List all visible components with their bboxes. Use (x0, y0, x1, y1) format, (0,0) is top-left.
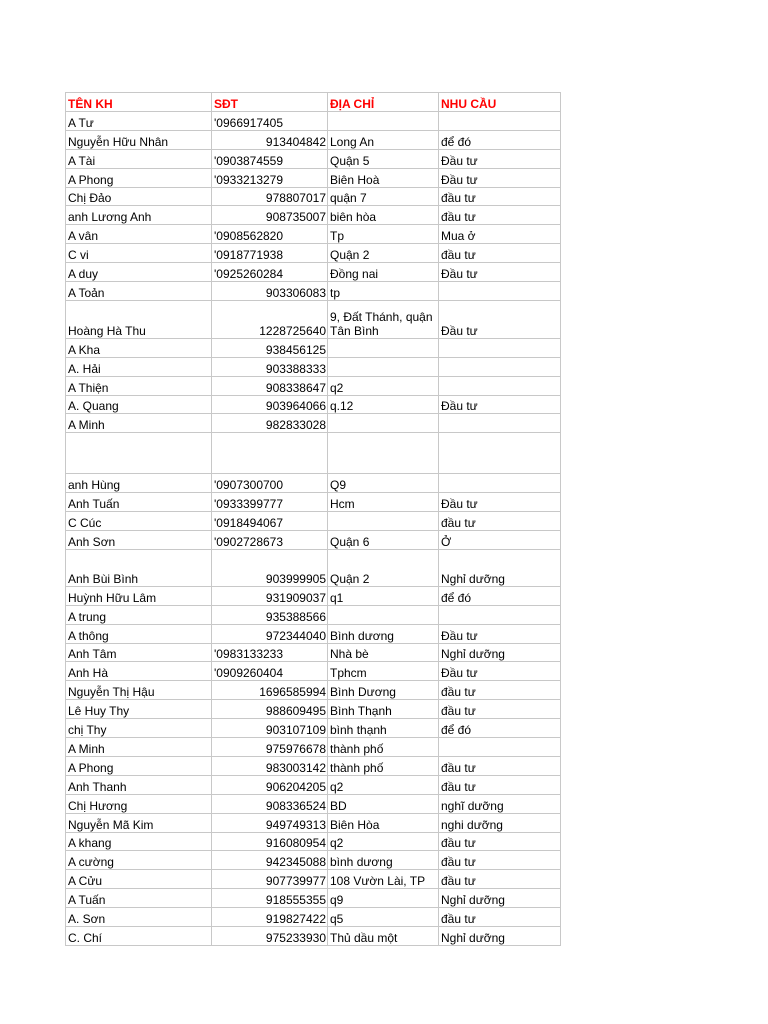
cell-name[interactable]: A Phong (66, 168, 212, 187)
cell-need[interactable]: Đầu tư (439, 168, 561, 187)
cell-address[interactable]: Long An (328, 130, 439, 149)
cell-phone[interactable]: '0918771938 (212, 244, 328, 263)
cell-need[interactable]: đầu tư (439, 908, 561, 927)
cell-phone[interactable]: 978807017 (212, 187, 328, 206)
cell-phone[interactable]: 935388566 (212, 605, 328, 624)
cell-phone[interactable]: 942345088 (212, 851, 328, 870)
table-row (66, 889, 561, 908)
cell-name[interactable]: Anh Thanh (66, 775, 212, 794)
cell-address[interactable]: thành phố (328, 738, 439, 757)
cell-address[interactable]: bình dương (328, 851, 439, 870)
cell-need[interactable]: đầu tư (439, 244, 561, 263)
cell-address[interactable]: quận 7 (328, 187, 439, 206)
cell-need[interactable]: Nghỉ dưỡng (439, 926, 561, 945)
cell-phone[interactable]: 908336524 (212, 794, 328, 813)
table-row (66, 263, 561, 282)
table-row (66, 225, 561, 244)
cell-name[interactable]: A vân (66, 225, 212, 244)
table-row (66, 149, 561, 168)
table-row (66, 662, 561, 681)
cell-address[interactable]: Q9 (328, 474, 439, 493)
table-row (66, 813, 561, 832)
cell-name[interactable]: C. Chí (66, 926, 212, 945)
table-row (66, 433, 561, 474)
cell-name[interactable]: Anh Tâm (66, 643, 212, 662)
cell-need[interactable] (439, 738, 561, 757)
cell-need[interactable]: Nghỉ dưỡng (439, 643, 561, 662)
cell-name[interactable]: A duy (66, 263, 212, 282)
cell-phone[interactable]: '0903874559 (212, 149, 328, 168)
cell-phone[interactable]: '0909260404 (212, 662, 328, 681)
table-row (66, 586, 561, 605)
cell-phone[interactable]: 919827422 (212, 908, 328, 927)
table-row (66, 624, 561, 643)
cell-need[interactable]: Đầu tư (439, 263, 561, 282)
cell-address[interactable]: Hcm (328, 493, 439, 512)
table-row (66, 700, 561, 719)
cell-address[interactable]: biên hòa (328, 206, 439, 225)
cell-name[interactable]: A Tuấn (66, 889, 212, 908)
cell-need[interactable]: Đầu tư (439, 149, 561, 168)
cell-need[interactable] (439, 605, 561, 624)
cell-address[interactable]: thành phố (328, 756, 439, 775)
cell-need[interactable]: nghi dưỡng (439, 813, 561, 832)
cell-need[interactable] (439, 357, 561, 376)
header-need[interactable]: NHU CẦU (439, 93, 561, 112)
cell-name[interactable]: A Phong (66, 756, 212, 775)
header-row (66, 93, 561, 112)
cell-address[interactable]: Quận 6 (328, 531, 439, 550)
cell-address[interactable]: Biên Hòa (328, 813, 439, 832)
table-row (66, 187, 561, 206)
cell-need[interactable]: đầu tư (439, 756, 561, 775)
table-row (66, 357, 561, 376)
table-row (66, 531, 561, 550)
header-phone[interactable]: SĐT (212, 93, 328, 112)
cell-phone[interactable]: '0933399777 (212, 493, 328, 512)
cell-name[interactable]: C vi (66, 244, 212, 263)
cell-address[interactable]: q.12 (328, 395, 439, 414)
cell-name[interactable] (66, 433, 212, 474)
cell-name[interactable]: A Minh (66, 738, 212, 757)
cell-phone[interactable]: 1228725640 (212, 300, 328, 338)
cell-phone[interactable]: 908735007 (212, 206, 328, 225)
cell-address[interactable]: Bình Dương (328, 681, 439, 700)
table-row (66, 775, 561, 794)
cell-name[interactable]: A Cửu (66, 870, 212, 889)
cell-name[interactable]: anh Lương Anh (66, 206, 212, 225)
cell-need[interactable]: đầu tư (439, 187, 561, 206)
cell-address[interactable] (328, 605, 439, 624)
cell-phone[interactable]: 903306083 (212, 282, 328, 301)
cell-address[interactable]: 9, Đất Thánh, quận Tân Bình (328, 300, 439, 338)
cell-need[interactable]: Mua ở (439, 225, 561, 244)
table-row (66, 719, 561, 738)
cell-address[interactable]: Quận 5 (328, 149, 439, 168)
table-row (66, 282, 561, 301)
cell-name[interactable]: A thông (66, 624, 212, 643)
cell-need[interactable] (439, 338, 561, 357)
cell-name[interactable]: Chị Đảo (66, 187, 212, 206)
customer-table (65, 92, 561, 946)
cell-name[interactable]: A. Hải (66, 357, 212, 376)
cell-phone[interactable]: 982833028 (212, 414, 328, 433)
cell-address[interactable]: 108 Vườn Lài, TP (328, 870, 439, 889)
cell-phone[interactable]: 972344040 (212, 624, 328, 643)
cell-phone[interactable]: 913404842 (212, 130, 328, 149)
cell-need[interactable] (439, 414, 561, 433)
cell-phone[interactable]: 903964066 (212, 395, 328, 414)
table-row (66, 376, 561, 395)
cell-phone[interactable]: 908338647 (212, 376, 328, 395)
cell-need[interactable]: để đó (439, 130, 561, 149)
cell-name[interactable]: Huỳnh Hữu Lâm (66, 586, 212, 605)
cell-phone[interactable]: '0907300700 (212, 474, 328, 493)
table-row (66, 549, 561, 586)
cell-need[interactable]: đầu tư (439, 700, 561, 719)
cell-phone[interactable]: 949749313 (212, 813, 328, 832)
table-row (66, 206, 561, 225)
cell-address[interactable]: Biên Hoà (328, 168, 439, 187)
cell-phone[interactable]: 907739977 (212, 870, 328, 889)
cell-phone[interactable]: '0966917405 (212, 112, 328, 131)
cell-need[interactable] (439, 282, 561, 301)
cell-phone[interactable]: 1696585994 (212, 681, 328, 700)
cell-name[interactable]: Chị Hương (66, 794, 212, 813)
cell-need[interactable]: để đó (439, 586, 561, 605)
cell-need[interactable]: đầu tư (439, 681, 561, 700)
cell-need[interactable]: đầu tư (439, 851, 561, 870)
cell-name[interactable]: A trung (66, 605, 212, 624)
cell-need[interactable]: Đầu tư (439, 493, 561, 512)
cell-address[interactable]: q2 (328, 376, 439, 395)
table-row (66, 681, 561, 700)
cell-address[interactable]: Đồng nai (328, 263, 439, 282)
cell-name[interactable]: A Minh (66, 414, 212, 433)
cell-name[interactable]: Anh Bùi Bình (66, 549, 212, 586)
table-row (66, 300, 561, 338)
table-row (66, 414, 561, 433)
cell-phone[interactable]: 975233930 (212, 926, 328, 945)
table-row (66, 244, 561, 263)
cell-need[interactable]: Đầu tư (439, 300, 561, 338)
cell-name[interactable]: A Tài (66, 149, 212, 168)
cell-phone[interactable]: 906204205 (212, 775, 328, 794)
cell-name[interactable]: Anh Tuấn (66, 493, 212, 512)
cell-address[interactable]: q9 (328, 889, 439, 908)
cell-need[interactable]: đầu tư (439, 870, 561, 889)
cell-need[interactable]: Đầu tư (439, 395, 561, 414)
table-row (66, 493, 561, 512)
table-row (66, 112, 561, 131)
cell-name[interactable]: Lê Huy Thy (66, 700, 212, 719)
cell-phone[interactable]: 918555355 (212, 889, 328, 908)
cell-phone[interactable]: 938456125 (212, 338, 328, 357)
cell-phone[interactable]: '0933213279 (212, 168, 328, 187)
cell-name[interactable]: A. Quang (66, 395, 212, 414)
table-row (66, 851, 561, 870)
cell-need[interactable] (439, 474, 561, 493)
cell-address[interactable]: Bình dương (328, 624, 439, 643)
cell-need[interactable]: Nghỉ dưỡng (439, 549, 561, 586)
cell-name[interactable]: A Tư (66, 112, 212, 131)
cell-address[interactable]: Quận 2 (328, 244, 439, 263)
cell-name[interactable]: Nguyễn Mã Kim (66, 813, 212, 832)
cell-address[interactable] (328, 112, 439, 131)
cell-address[interactable]: Nhà bè (328, 643, 439, 662)
table-row (66, 926, 561, 945)
cell-phone[interactable]: 931909037 (212, 586, 328, 605)
table-row (66, 338, 561, 357)
cell-phone[interactable]: '0983133233 (212, 643, 328, 662)
cell-phone[interactable]: 983003142 (212, 756, 328, 775)
cell-need[interactable]: Nghỉ dưỡng (439, 889, 561, 908)
cell-phone[interactable]: 975976678 (212, 738, 328, 757)
cell-address[interactable]: q1 (328, 586, 439, 605)
cell-need[interactable]: đầu tư (439, 775, 561, 794)
cell-address[interactable]: Bình Thạnh (328, 700, 439, 719)
cell-name[interactable]: anh Hùng (66, 474, 212, 493)
cell-name[interactable]: A cường (66, 851, 212, 870)
cell-name[interactable]: Hoàng Hà Thu (66, 300, 212, 338)
cell-phone[interactable]: 903999905 (212, 549, 328, 586)
cell-address[interactable]: Thủ dầu một (328, 926, 439, 945)
cell-need[interactable] (439, 376, 561, 395)
cell-address[interactable]: BD (328, 794, 439, 813)
cell-need[interactable]: đầu tư (439, 512, 561, 531)
cell-name[interactable]: Nguyễn Hữu Nhân (66, 130, 212, 149)
cell-need[interactable]: để đó (439, 719, 561, 738)
cell-phone[interactable]: 903388333 (212, 357, 328, 376)
cell-address[interactable]: Tp (328, 225, 439, 244)
cell-need[interactable]: đầu tư (439, 832, 561, 851)
table-row (66, 512, 561, 531)
table-row (66, 908, 561, 927)
table-row (66, 794, 561, 813)
cell-address[interactable]: bình thạnh (328, 719, 439, 738)
cell-name[interactable]: Anh Hà (66, 662, 212, 681)
cell-address[interactable] (328, 414, 439, 433)
cell-phone[interactable]: '0908562820 (212, 225, 328, 244)
cell-address[interactable]: q5 (328, 908, 439, 927)
table-row (66, 168, 561, 187)
cell-phone[interactable]: '0918494067 (212, 512, 328, 531)
cell-phone[interactable]: 988609495 (212, 700, 328, 719)
table-row (66, 870, 561, 889)
header-name[interactable]: TÊN KH (66, 93, 212, 112)
cell-name[interactable]: Nguyễn Thị Hậu (66, 681, 212, 700)
cell-phone[interactable]: '0902728673 (212, 531, 328, 550)
cell-phone[interactable]: '0925260284 (212, 263, 328, 282)
cell-address[interactable] (328, 433, 439, 474)
cell-name[interactable]: chị Thy (66, 719, 212, 738)
cell-address[interactable] (328, 357, 439, 376)
cell-address[interactable]: tp (328, 282, 439, 301)
cell-address[interactable] (328, 338, 439, 357)
cell-need[interactable]: Ở (439, 531, 561, 550)
table-row (66, 832, 561, 851)
table-row (66, 738, 561, 757)
table-row (66, 643, 561, 662)
cell-need[interactable] (439, 112, 561, 131)
cell-phone[interactable] (212, 433, 328, 474)
cell-need[interactable]: Đầu tư (439, 624, 561, 643)
header-address[interactable]: ĐỊA CHỈ (328, 93, 439, 112)
table-row (66, 474, 561, 493)
cell-name[interactable]: A Thiện (66, 376, 212, 395)
table-row (66, 130, 561, 149)
table-row (66, 756, 561, 775)
cell-address[interactable] (328, 512, 439, 531)
cell-address[interactable]: Quận 2 (328, 549, 439, 586)
cell-name[interactable]: A. Sơn (66, 908, 212, 927)
cell-name[interactable]: A Kha (66, 338, 212, 357)
cell-phone[interactable]: 903107109 (212, 719, 328, 738)
cell-name[interactable]: Anh Sơn (66, 531, 212, 550)
cell-phone[interactable]: 916080954 (212, 832, 328, 851)
cell-need[interactable]: đầu tư (439, 206, 561, 225)
cell-address[interactable]: q2 (328, 832, 439, 851)
cell-address[interactable]: Tphcm (328, 662, 439, 681)
cell-need[interactable] (439, 433, 561, 474)
cell-name[interactable]: A Toản (66, 282, 212, 301)
cell-need[interactable]: nghĩ dưỡng (439, 794, 561, 813)
table-row (66, 395, 561, 414)
cell-need[interactable]: Đầu tư (439, 662, 561, 681)
cell-address[interactable]: q2 (328, 775, 439, 794)
cell-name[interactable]: C Cúc (66, 512, 212, 531)
table-row (66, 605, 561, 624)
cell-name[interactable]: A khang (66, 832, 212, 851)
